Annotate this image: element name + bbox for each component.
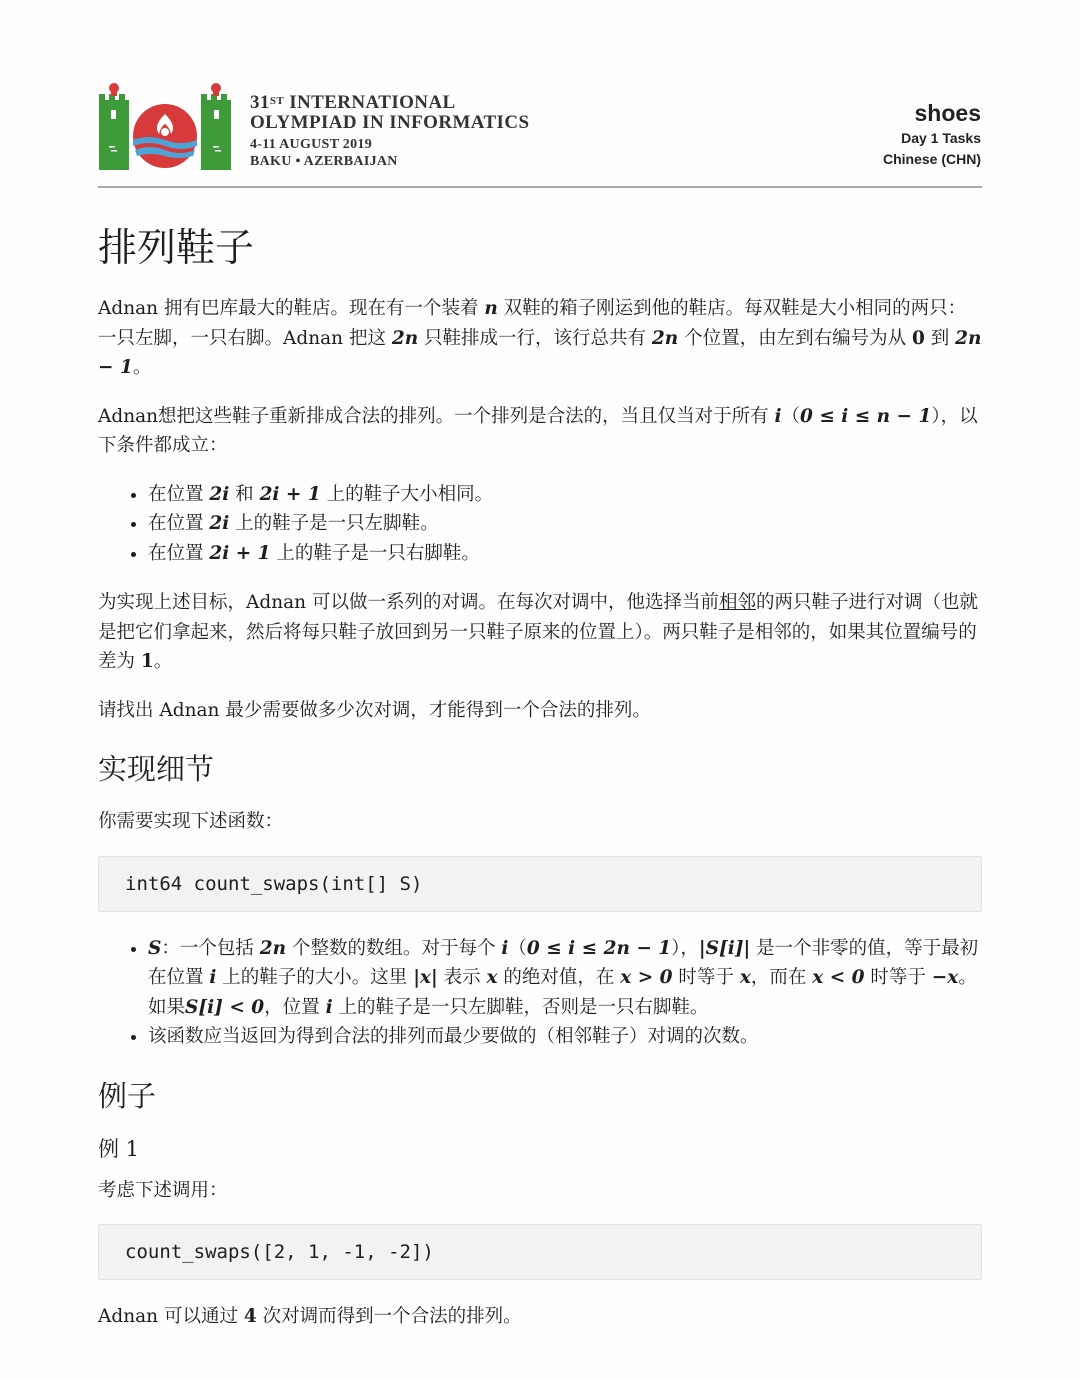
list-item: • S：一个包括 2n 个整数的数组。对于每个 i（0 ≤ i ≤ 2n − 1），|S[i]| 是一个非零的值，等于最初在位置 i 上的鞋子的大小。这里 |x| 表示 x 的绝对值，在 x > 0 时等于 x，而在 x < 0 时等于 −x。如果S[i] < 0，位置 i 上的鞋子是一只左脚鞋，否则是一只右脚鞋。 bbox=[148, 934, 982, 1023]
olympiad-title bbox=[250, 93, 529, 170]
example-1-call: count_swaps([2, 1, -1, -2]) bbox=[98, 1224, 982, 1280]
swap-paragraph: 为实现上述目标，Adnan 可以做一系列的对调。在每次对调中，他选择当前相邻的两只鞋子进行对调（也就是把它们拿起来，然后将每只鞋子放回到另一只鞋子原来的位置上）。两只鞋子是相邻的，如果其位置编号的差为 1。 bbox=[98, 592, 978, 672]
examples-heading: 例子 bbox=[98, 1078, 157, 1113]
impl-heading: 实现细节 bbox=[98, 752, 215, 786]
list-item: • 在位置 2i + 1 上的鞋子是一只右脚鞋。 bbox=[148, 539, 982, 569]
list-item: • 该函数应当返回为得到合法的排列而最少要做的（相邻鞋子）对调的次数。 bbox=[148, 1022, 982, 1052]
example-1-result: Adnan 可以通过 4 次对调而得到一个合法的排列。 bbox=[98, 1306, 522, 1327]
task-name: shoes bbox=[914, 100, 981, 126]
ioi-2019-logo-icon bbox=[97, 80, 237, 172]
olympiad-line1: INTERNATIONAL bbox=[284, 92, 456, 113]
intro-paragraph: Adnan 拥有巴库最大的鞋店。现在有一个装着 n 双鞋的箱子刚运到他的鞋店。每双鞋是大小相同的两只：一只左脚，一只右脚。Adnan 把这 2n 只鞋排成一行，该行总共有 2n 个位置，由左到右编号为从 0 到 2n − 1。 bbox=[98, 298, 982, 378]
example-1-intro: 考虑下述调用： bbox=[98, 1179, 228, 1201]
condition-paragraph: Adnan想把这些鞋子重新排成合法的排列。一个排列是合法的，当且仅当对于所有 i（0 ≤ i ≤ n − 1），以下条件都成立： bbox=[98, 405, 978, 456]
header-divider bbox=[98, 186, 982, 188]
task-language: Chinese (CHN) bbox=[882, 151, 981, 167]
olympiad-line2: OLYMPIAD IN INFORMATICS bbox=[250, 112, 530, 133]
rules-list bbox=[98, 480, 982, 569]
task-content bbox=[98, 218, 982, 1351]
param-list bbox=[98, 934, 982, 1052]
task-day: Day 1 Tasks bbox=[901, 130, 981, 146]
olympiad-ordinal: ST bbox=[269, 95, 285, 107]
impl-intro: 你需要实现下述函数： bbox=[98, 811, 284, 832]
olympiad-number: 31 bbox=[250, 92, 270, 113]
task-info bbox=[883, 98, 981, 170]
list-item: • 在位置 2i 和 2i + 1 上的鞋子大小相同。 bbox=[148, 480, 982, 510]
page-title: 排列鞋子 bbox=[98, 226, 255, 271]
question-paragraph: 请找出 Adnan 最少需要做多少次对调，才能得到一个合法的排列。 bbox=[98, 699, 651, 721]
olympiad-location: BAKU • AZERBAIJAN bbox=[250, 154, 398, 169]
olympiad-dates: 4-11 AUGUST 2019 bbox=[250, 137, 373, 152]
example-1-heading: 例 1 bbox=[98, 1136, 140, 1161]
list-item: • 在位置 2i 上的鞋子是一只左脚鞋。 bbox=[148, 509, 982, 539]
function-signature: int64 count_swaps(int[] S) bbox=[98, 856, 982, 912]
